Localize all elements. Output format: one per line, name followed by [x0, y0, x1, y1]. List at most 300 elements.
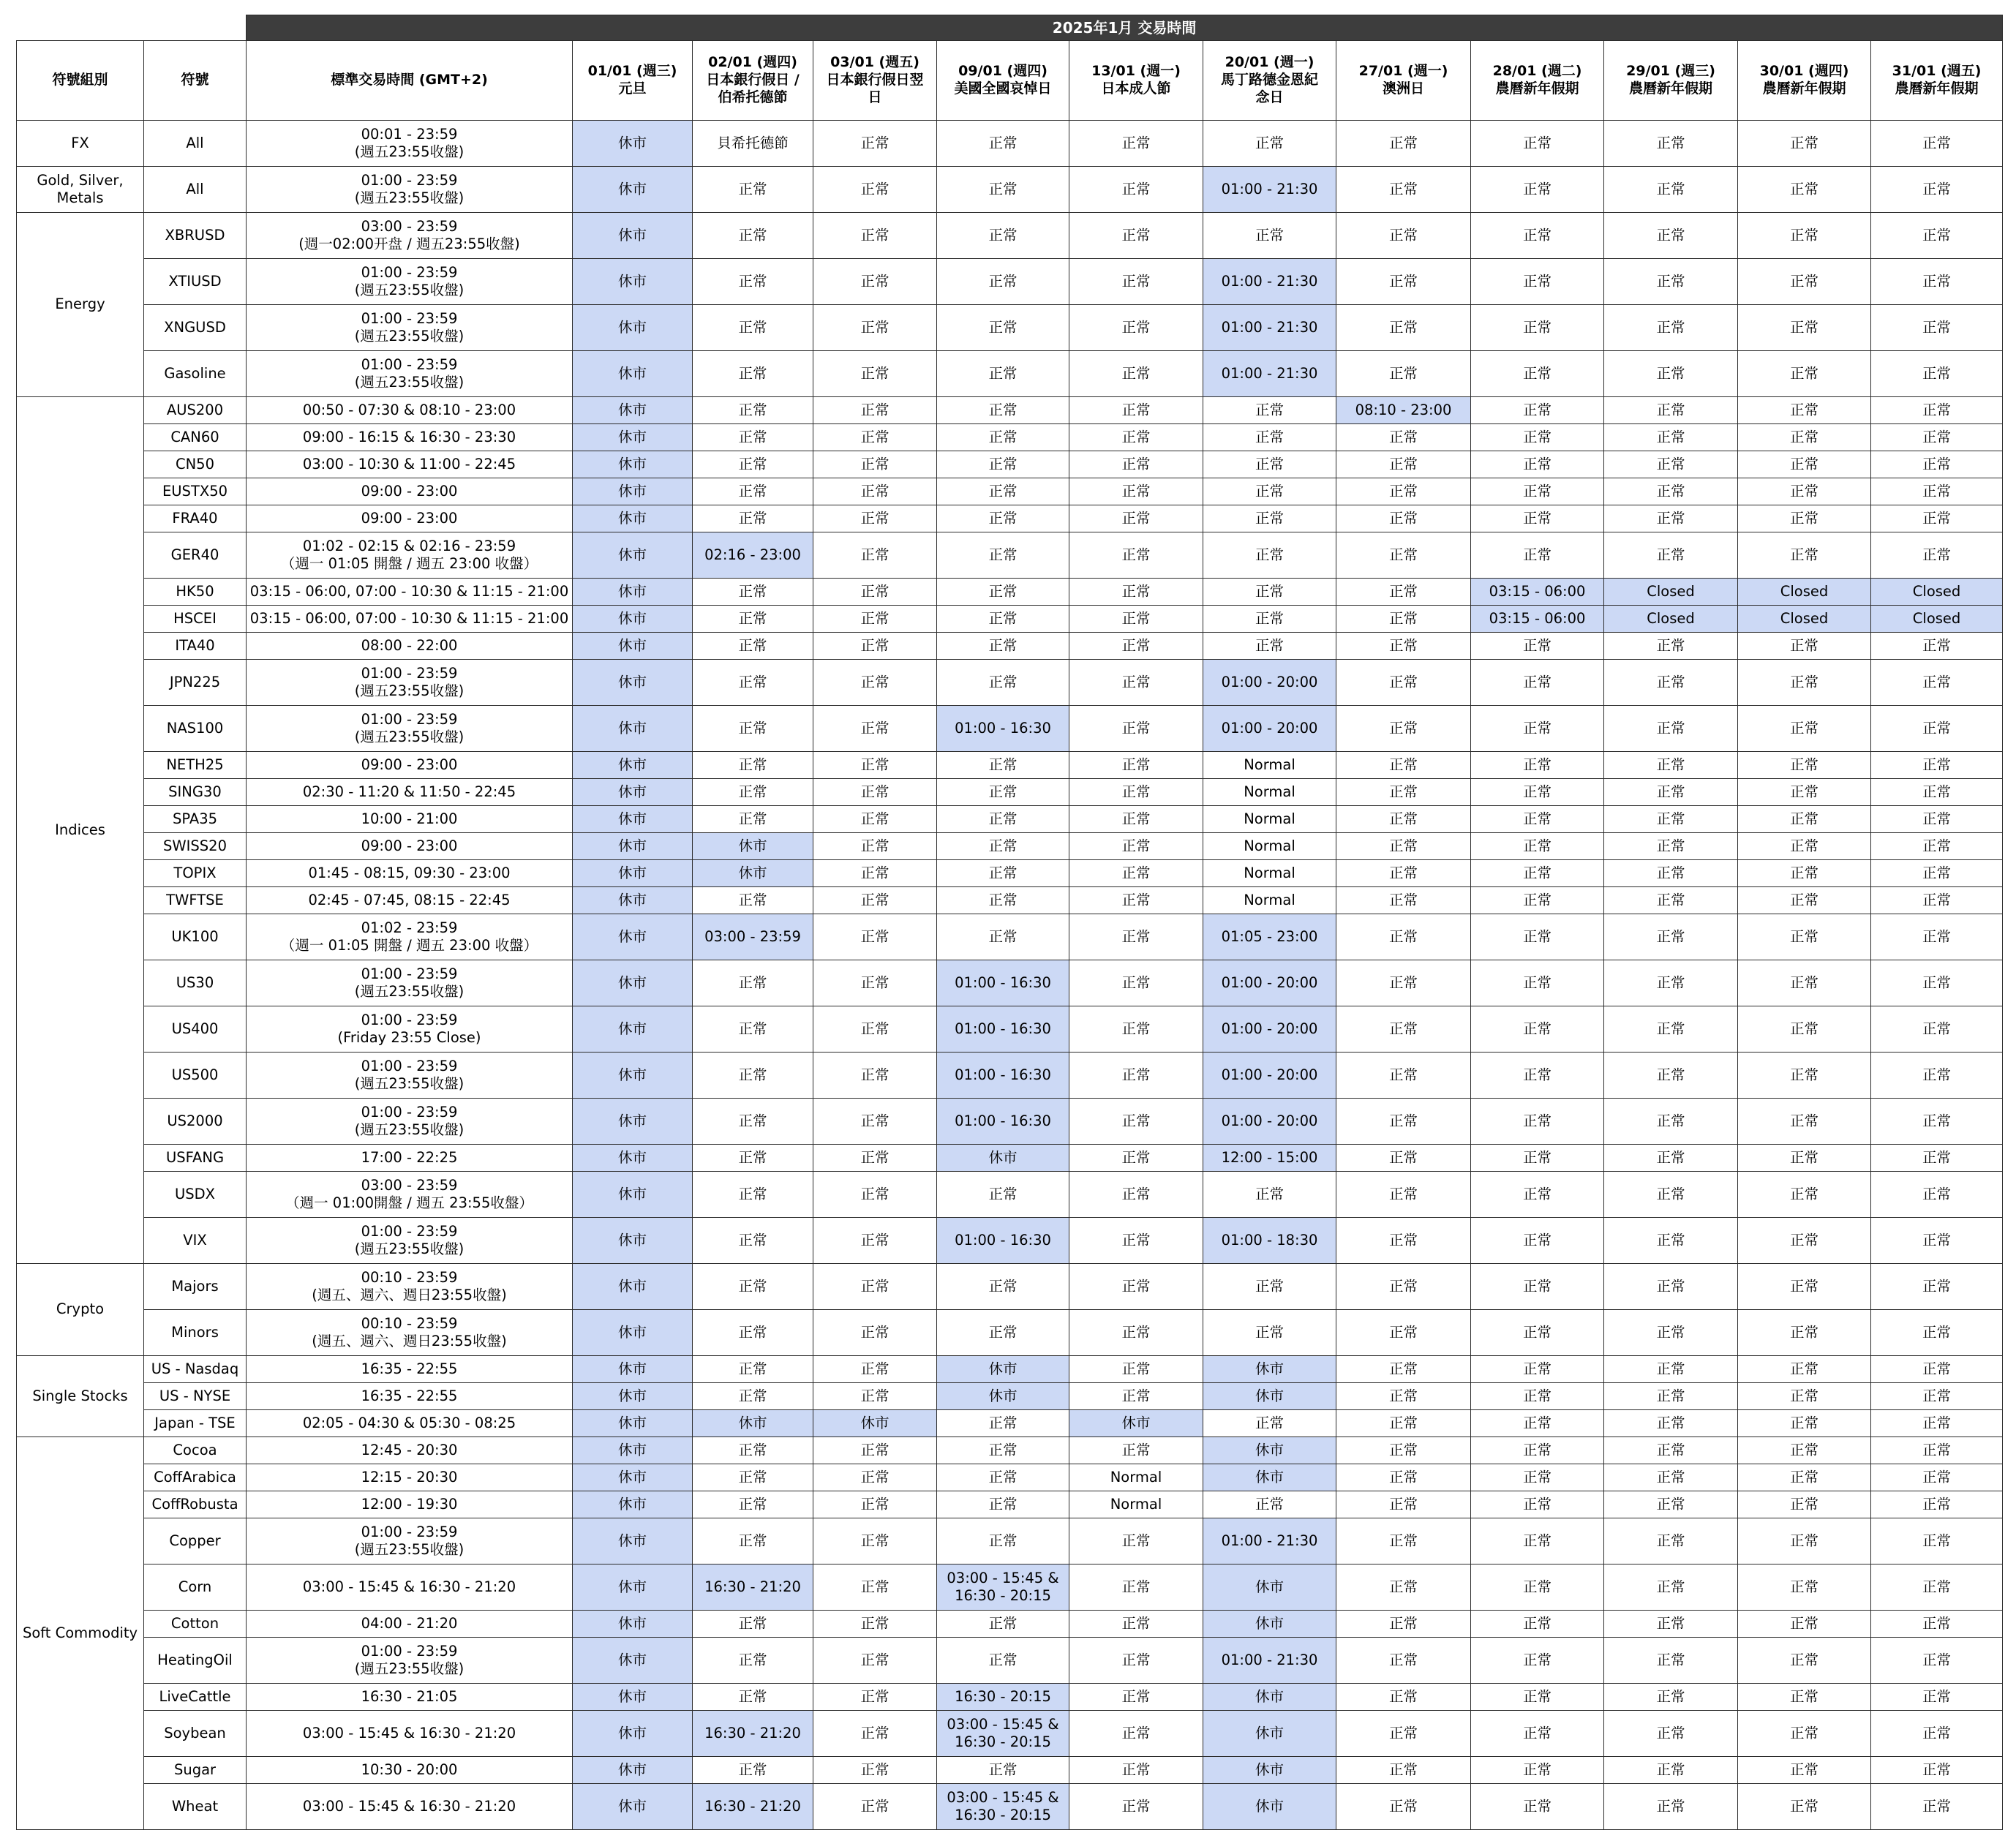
- schedule-cell: 正常: [1471, 1437, 1604, 1464]
- schedule-cell: 03:00 - 23:59: [693, 914, 813, 960]
- group-cell: Single Stocks: [17, 1356, 144, 1437]
- schedule-cell: 正常: [1069, 505, 1203, 532]
- hours-cell: 02:30 - 11:20 & 11:50 - 22:45: [247, 779, 573, 806]
- schedule-cell: 正常: [1336, 1383, 1471, 1410]
- schedule-cell: 正常: [1738, 1172, 1871, 1218]
- table-row: [17, 1410, 2003, 1437]
- schedule-cell: 休市: [573, 1053, 693, 1099]
- schedule-cell: 正常: [813, 1784, 937, 1830]
- header-date: 20/01 (週一) 馬丁路德金恩紀 念日: [1203, 41, 1336, 121]
- schedule-cell: 正常: [813, 1172, 937, 1218]
- schedule-cell: 正常: [1336, 1564, 1471, 1611]
- schedule-cell: 正常: [693, 1638, 813, 1684]
- schedule-cell: 正常: [1604, 1218, 1738, 1264]
- hours-cell: 01:45 - 08:15, 09:30 - 23:00: [247, 860, 573, 887]
- schedule-cell: 正常: [1336, 806, 1471, 833]
- schedule-cell: 正常: [1871, 1053, 2003, 1099]
- schedule-cell: 01:00 - 20:00: [1203, 1006, 1336, 1053]
- schedule-cell: 正常: [1471, 1684, 1604, 1711]
- schedule-cell: 正常: [813, 1053, 937, 1099]
- schedule-cell: 正常: [1738, 806, 1871, 833]
- header-group: 符號組別: [17, 41, 144, 121]
- schedule-cell: 正常: [1871, 1464, 2003, 1491]
- schedule-cell: Normal: [1203, 860, 1336, 887]
- schedule-cell: 正常: [1738, 1383, 1871, 1410]
- table-row: [17, 259, 2003, 305]
- schedule-cell: 正常: [1069, 121, 1203, 167]
- schedule-cell: 正常: [1604, 633, 1738, 660]
- hours-cell: 10:30 - 20:00: [247, 1757, 573, 1784]
- schedule-cell: 正常: [937, 167, 1069, 213]
- schedule-cell: 正常: [1738, 960, 1871, 1006]
- symbol-cell: SING30: [144, 779, 247, 806]
- schedule-cell: 正常: [693, 1464, 813, 1491]
- symbol-cell: USDX: [144, 1172, 247, 1218]
- schedule-cell: 正常: [1604, 1172, 1738, 1218]
- schedule-cell: 正常: [1871, 1638, 2003, 1684]
- schedule-cell: 正常: [1069, 752, 1203, 779]
- table-row: [17, 1437, 2003, 1464]
- schedule-cell: 正常: [1738, 259, 1871, 305]
- schedule-cell: 正常: [813, 397, 937, 424]
- table-row: [17, 860, 2003, 887]
- schedule-cell: 正常: [1471, 1518, 1604, 1564]
- schedule-cell: 正常: [1471, 1711, 1604, 1757]
- schedule-cell: 正常: [1738, 1310, 1871, 1356]
- schedule-cell: 正常: [937, 259, 1069, 305]
- schedule-cell: 正常: [1738, 914, 1871, 960]
- schedule-cell: 正常: [1604, 1757, 1738, 1784]
- schedule-cell: 正常: [693, 1518, 813, 1564]
- schedule-cell: 休市: [573, 451, 693, 478]
- schedule-cell: 正常: [693, 1172, 813, 1218]
- schedule-cell: 正常: [1604, 1437, 1738, 1464]
- schedule-cell: 正常: [693, 478, 813, 505]
- header-date: 02/01 (週四) 日本銀行假日 / 伯希托德節: [693, 41, 813, 121]
- schedule-cell: 正常: [1336, 1491, 1471, 1518]
- schedule-cell: 正常: [1871, 1711, 2003, 1757]
- symbol-cell: US30: [144, 960, 247, 1006]
- schedule-cell: 正常: [1604, 1684, 1738, 1711]
- schedule-cell: 正常: [1069, 478, 1203, 505]
- schedule-cell: 正常: [937, 1518, 1069, 1564]
- symbol-cell: Corn: [144, 1564, 247, 1611]
- table-row: [17, 1638, 2003, 1684]
- schedule-cell: 正常: [1604, 1006, 1738, 1053]
- schedule-cell: 正常: [1336, 478, 1471, 505]
- schedule-cell: 正常: [813, 451, 937, 478]
- schedule-cell: 正常: [1203, 633, 1336, 660]
- schedule-cell: 01:00 - 21:30: [1203, 1518, 1336, 1564]
- schedule-cell: 正常: [1738, 633, 1871, 660]
- header-date: 28/01 (週二) 農曆新年假期: [1471, 41, 1604, 121]
- schedule-cell: 正常: [1871, 1784, 2003, 1830]
- schedule-cell: 正常: [1336, 860, 1471, 887]
- table-row: [17, 1784, 2003, 1830]
- schedule-cell: 正常: [1471, 1757, 1604, 1784]
- schedule-cell: 正常: [1871, 633, 2003, 660]
- schedule-cell: 正常: [1336, 505, 1471, 532]
- schedule-cell: 正常: [1604, 1491, 1738, 1518]
- hours-cell: 17:00 - 22:25: [247, 1145, 573, 1172]
- schedule-cell: 正常: [1471, 660, 1604, 706]
- schedule-cell: 休市: [573, 706, 693, 752]
- schedule-cell: 正常: [1471, 752, 1604, 779]
- table-row: [17, 1564, 2003, 1611]
- schedule-cell: 正常: [1871, 706, 2003, 752]
- schedule-cell: 01:00 - 16:30: [937, 960, 1069, 1006]
- schedule-cell: 正常: [937, 833, 1069, 860]
- schedule-cell: 正常: [693, 1053, 813, 1099]
- table-row: [17, 806, 2003, 833]
- schedule-cell: 01:00 - 21:30: [1203, 259, 1336, 305]
- schedule-cell: 正常: [1604, 960, 1738, 1006]
- schedule-cell: 正常: [1738, 706, 1871, 752]
- schedule-cell: 正常: [813, 706, 937, 752]
- schedule-cell: 正常: [1738, 1518, 1871, 1564]
- schedule-cell: 正常: [1471, 1564, 1604, 1611]
- schedule-cell: 正常: [813, 478, 937, 505]
- schedule-cell: 正常: [1738, 1356, 1871, 1383]
- schedule-cell: 正常: [1604, 351, 1738, 397]
- corner-blank: [17, 15, 247, 41]
- table-row: [17, 1491, 2003, 1518]
- schedule-cell: 正常: [693, 305, 813, 351]
- schedule-cell: 休市: [573, 424, 693, 451]
- schedule-cell: 正常: [937, 1638, 1069, 1684]
- hours-cell: 00:10 - 23:59 (週五、週六、週日23:55收盤): [247, 1264, 573, 1310]
- schedule-cell: 正常: [1336, 779, 1471, 806]
- schedule-cell: 正常: [1471, 779, 1604, 806]
- schedule-cell: 正常: [1871, 1264, 2003, 1310]
- schedule-cell: 正常: [693, 1491, 813, 1518]
- schedule-cell: 正常: [1604, 505, 1738, 532]
- schedule-cell: 正常: [1738, 1757, 1871, 1784]
- symbol-cell: TWFTSE: [144, 887, 247, 914]
- schedule-cell: 休市: [573, 478, 693, 505]
- schedule-cell: 休市: [573, 1006, 693, 1053]
- schedule-cell: 01:00 - 16:30: [937, 706, 1069, 752]
- schedule-cell: 正常: [1604, 1638, 1738, 1684]
- schedule-cell: 正常: [1069, 633, 1203, 660]
- schedule-cell: 正常: [1604, 1383, 1738, 1410]
- symbol-cell: CoffRobusta: [144, 1491, 247, 1518]
- hours-cell: 12:15 - 20:30: [247, 1464, 573, 1491]
- schedule-cell: 正常: [1471, 1410, 1604, 1437]
- table-row: [17, 1383, 2003, 1410]
- schedule-cell: 正常: [1871, 213, 2003, 259]
- schedule-cell: 正常: [813, 1757, 937, 1784]
- schedule-cell: 正常: [1738, 1218, 1871, 1264]
- schedule-cell: 正常: [693, 633, 813, 660]
- schedule-cell: 01:00 - 21:30: [1203, 1638, 1336, 1684]
- schedule-cell: 正常: [1069, 1611, 1203, 1638]
- schedule-cell: 正常: [1471, 860, 1604, 887]
- symbol-cell: AUS200: [144, 397, 247, 424]
- schedule-cell: 正常: [693, 1757, 813, 1784]
- schedule-cell: 休市: [693, 860, 813, 887]
- schedule-cell: 08:10 - 23:00: [1336, 397, 1471, 424]
- schedule-cell: 正常: [1871, 121, 2003, 167]
- schedule-cell: 休市: [573, 213, 693, 259]
- schedule-cell: 正常: [813, 887, 937, 914]
- schedule-cell: 正常: [1336, 1784, 1471, 1830]
- schedule-cell: 正常: [813, 1684, 937, 1711]
- schedule-cell: 正常: [1871, 1099, 2003, 1145]
- schedule-cell: 正常: [813, 213, 937, 259]
- schedule-cell: 正常: [1336, 351, 1471, 397]
- schedule-cell: 正常: [1738, 1711, 1871, 1757]
- schedule-cell: 正常: [1871, 960, 2003, 1006]
- symbol-cell: UK100: [144, 914, 247, 960]
- schedule-cell: 正常: [693, 779, 813, 806]
- schedule-cell: 正常: [813, 1491, 937, 1518]
- schedule-cell: 正常: [693, 351, 813, 397]
- schedule-cell: 正常: [1336, 259, 1471, 305]
- symbol-cell: CoffArabica: [144, 1464, 247, 1491]
- schedule-cell: 正常: [1471, 1264, 1604, 1310]
- schedule-cell: 正常: [813, 860, 937, 887]
- schedule-cell: 正常: [813, 305, 937, 351]
- schedule-cell: 正常: [1069, 1684, 1203, 1711]
- schedule-cell: 正常: [1203, 451, 1336, 478]
- schedule-cell: 正常: [1471, 305, 1604, 351]
- schedule-cell: 正常: [1336, 1611, 1471, 1638]
- schedule-cell: 正常: [1471, 424, 1604, 451]
- schedule-cell: 正常: [1738, 660, 1871, 706]
- schedule-cell: 正常: [1336, 1437, 1471, 1464]
- schedule-cell: 正常: [1738, 1564, 1871, 1611]
- symbol-cell: Majors: [144, 1264, 247, 1310]
- schedule-cell: 正常: [1738, 779, 1871, 806]
- schedule-cell: 正常: [1069, 1383, 1203, 1410]
- schedule-cell: 正常: [813, 752, 937, 779]
- schedule-cell: 正常: [1203, 606, 1336, 633]
- symbol-cell: Copper: [144, 1518, 247, 1564]
- table-row: [17, 532, 2003, 579]
- schedule-cell: 正常: [937, 213, 1069, 259]
- schedule-cell: Normal: [1203, 833, 1336, 860]
- schedule-cell: 正常: [1203, 1172, 1336, 1218]
- schedule-cell: 正常: [813, 167, 937, 213]
- schedule-cell: 正常: [693, 806, 813, 833]
- schedule-cell: 正常: [813, 1264, 937, 1310]
- group-cell: Energy: [17, 213, 144, 397]
- schedule-cell: 正常: [937, 451, 1069, 478]
- symbol-cell: XBRUSD: [144, 213, 247, 259]
- schedule-cell: 01:00 - 16:30: [937, 1053, 1069, 1099]
- schedule-cell: 16:30 - 21:20: [693, 1784, 813, 1830]
- symbol-cell: FRA40: [144, 505, 247, 532]
- schedule-cell: 休市: [573, 752, 693, 779]
- schedule-cell: 正常: [1069, 1518, 1203, 1564]
- schedule-cell: Normal: [1203, 779, 1336, 806]
- symbol-cell: Soybean: [144, 1711, 247, 1757]
- schedule-cell: 正常: [1336, 960, 1471, 1006]
- schedule-cell: 正常: [1336, 167, 1471, 213]
- schedule-cell: 正常: [1738, 305, 1871, 351]
- schedule-cell: 休市: [1203, 1684, 1336, 1711]
- table-row: [17, 505, 2003, 532]
- schedule-cell: 01:00 - 21:30: [1203, 351, 1336, 397]
- schedule-cell: 正常: [1871, 1410, 2003, 1437]
- schedule-cell: 正常: [937, 478, 1069, 505]
- schedule-cell: 正常: [1471, 706, 1604, 752]
- schedule-cell: 正常: [1871, 1757, 2003, 1784]
- schedule-cell: 正常: [1471, 1099, 1604, 1145]
- table-row: [17, 167, 2003, 213]
- schedule-cell: 正常: [1604, 779, 1738, 806]
- table-row: [17, 478, 2003, 505]
- schedule-cell: Closed: [1604, 606, 1738, 633]
- schedule-cell: 正常: [1203, 121, 1336, 167]
- schedule-cell: 正常: [1738, 1491, 1871, 1518]
- schedule-cell: 正常: [1871, 1437, 2003, 1464]
- schedule-cell: 正常: [1336, 1410, 1471, 1437]
- schedule-cell: 正常: [937, 1611, 1069, 1638]
- hours-cell: 03:00 - 15:45 & 16:30 - 21:20: [247, 1711, 573, 1757]
- schedule-cell: 休市: [1203, 1757, 1336, 1784]
- schedule-cell: 正常: [1871, 779, 2003, 806]
- schedule-cell: 正常: [1336, 1310, 1471, 1356]
- hours-cell: 03:15 - 06:00, 07:00 - 10:30 & 11:15 - 21:00: [247, 579, 573, 606]
- schedule-cell: 正常: [813, 1711, 937, 1757]
- table-row: [17, 1053, 2003, 1099]
- schedule-cell: 正常: [1471, 806, 1604, 833]
- symbol-cell: Minors: [144, 1310, 247, 1356]
- schedule-cell: 正常: [1069, 860, 1203, 887]
- schedule-cell: 正常: [1604, 1099, 1738, 1145]
- table-row: [17, 1757, 2003, 1784]
- schedule-cell: 正常: [1336, 1264, 1471, 1310]
- schedule-cell: 正常: [1604, 305, 1738, 351]
- schedule-cell: 休市: [1203, 1784, 1336, 1830]
- schedule-cell: 正常: [1069, 213, 1203, 259]
- schedule-cell: 休市: [573, 633, 693, 660]
- schedule-cell: 01:00 - 16:30: [937, 1006, 1069, 1053]
- table-row: [17, 1145, 2003, 1172]
- hours-cell: 01:00 - 23:59 (週五23:55收盤): [247, 305, 573, 351]
- schedule-cell: 正常: [813, 259, 937, 305]
- schedule-cell: 正常: [1471, 1006, 1604, 1053]
- schedule-cell: 正常: [813, 1638, 937, 1684]
- schedule-cell: 正常: [1336, 1053, 1471, 1099]
- schedule-cell: 正常: [1336, 1172, 1471, 1218]
- schedule-cell: 03:00 - 15:45 & 16:30 - 20:15: [937, 1564, 1069, 1611]
- schedule-cell: 正常: [1336, 424, 1471, 451]
- schedule-cell: 正常: [1738, 1145, 1871, 1172]
- schedule-cell: 正常: [1069, 167, 1203, 213]
- schedule-cell: 正常: [1471, 1172, 1604, 1218]
- schedule-cell: 休市: [573, 806, 693, 833]
- schedule-cell: 正常: [1738, 1006, 1871, 1053]
- schedule-cell: 03:15 - 06:00: [1471, 606, 1604, 633]
- symbol-cell: US400: [144, 1006, 247, 1053]
- symbol-cell: GER40: [144, 532, 247, 579]
- symbol-cell: Cocoa: [144, 1437, 247, 1464]
- schedule-cell: Closed: [1738, 606, 1871, 633]
- schedule-cell: 正常: [1871, 1218, 2003, 1264]
- schedule-cell: 正常: [1871, 1611, 2003, 1638]
- schedule-cell: 正常: [1738, 1410, 1871, 1437]
- schedule-cell: 正常: [1336, 1757, 1471, 1784]
- schedule-cell: 正常: [937, 397, 1069, 424]
- schedule-cell: 休市: [573, 532, 693, 579]
- schedule-cell: 正常: [693, 167, 813, 213]
- schedule-cell: 休市: [573, 1383, 693, 1410]
- schedule-cell: 正常: [1336, 1638, 1471, 1684]
- table-row: [17, 1099, 2003, 1145]
- schedule-cell: 正常: [1069, 1437, 1203, 1464]
- schedule-cell: 正常: [1069, 779, 1203, 806]
- schedule-cell: 正常: [693, 752, 813, 779]
- schedule-cell: 正常: [1871, 1006, 2003, 1053]
- schedule-cell: 正常: [1738, 397, 1871, 424]
- schedule-cell: 正常: [1871, 351, 2003, 397]
- schedule-cell: 休市: [573, 121, 693, 167]
- schedule-cell: 正常: [1203, 1491, 1336, 1518]
- schedule-cell: 正常: [1069, 397, 1203, 424]
- schedule-cell: 正常: [1336, 633, 1471, 660]
- schedule-cell: 休市: [573, 1757, 693, 1784]
- schedule-cell: 正常: [813, 351, 937, 397]
- table-row: [17, 1218, 2003, 1264]
- table-row: [17, 351, 2003, 397]
- hours-cell: 03:00 - 23:59 （週一 01:00開盤 / 週五 23:55收盤）: [247, 1172, 573, 1218]
- schedule-cell: 正常: [1336, 887, 1471, 914]
- schedule-cell: 正常: [693, 579, 813, 606]
- schedule-cell: 正常: [1604, 1145, 1738, 1172]
- schedule-cell: 正常: [1604, 1464, 1738, 1491]
- schedule-cell: 正常: [1471, 1053, 1604, 1099]
- hours-cell: 02:45 - 07:45, 08:15 - 22:45: [247, 887, 573, 914]
- schedule-cell: 休市: [573, 1491, 693, 1518]
- schedule-cell: 正常: [1203, 579, 1336, 606]
- schedule-cell: 正常: [1738, 1784, 1871, 1830]
- symbol-cell: Gasoline: [144, 351, 247, 397]
- hours-cell: 01:00 - 23:59 (週五23:55收盤): [247, 1638, 573, 1684]
- schedule-cell: 休市: [1203, 1711, 1336, 1757]
- symbol-cell: US500: [144, 1053, 247, 1099]
- schedule-cell: 休市: [573, 1356, 693, 1383]
- table-row: [17, 1518, 2003, 1564]
- schedule-cell: 正常: [1069, 579, 1203, 606]
- schedule-cell: 正常: [1871, 1383, 2003, 1410]
- schedule-cell: 正常: [813, 914, 937, 960]
- schedule-cell: 正常: [1738, 887, 1871, 914]
- schedule-cell: 正常: [1336, 1006, 1471, 1053]
- schedule-cell: 正常: [1471, 633, 1604, 660]
- schedule-cell: 正常: [1871, 305, 2003, 351]
- schedule-cell: 正常: [937, 1410, 1069, 1437]
- schedule-cell: 正常: [1738, 532, 1871, 579]
- schedule-cell: 正常: [1336, 1518, 1471, 1564]
- symbol-cell: All: [144, 167, 247, 213]
- schedule-cell: 休市: [1203, 1383, 1336, 1410]
- schedule-cell: 正常: [693, 397, 813, 424]
- schedule-cell: 正常: [1471, 1383, 1604, 1410]
- schedule-cell: 16:30 - 21:20: [693, 1564, 813, 1611]
- symbol-cell: EUSTX50: [144, 478, 247, 505]
- schedule-cell: 正常: [1871, 478, 2003, 505]
- schedule-cell: 正常: [937, 779, 1069, 806]
- schedule-cell: 正常: [1604, 1356, 1738, 1383]
- schedule-cell: 正常: [1738, 1464, 1871, 1491]
- schedule-cell: 正常: [1069, 1053, 1203, 1099]
- header-date: 31/01 (週五) 農曆新年假期: [1871, 41, 2003, 121]
- table-row: [17, 706, 2003, 752]
- schedule-cell: 休市: [573, 1264, 693, 1310]
